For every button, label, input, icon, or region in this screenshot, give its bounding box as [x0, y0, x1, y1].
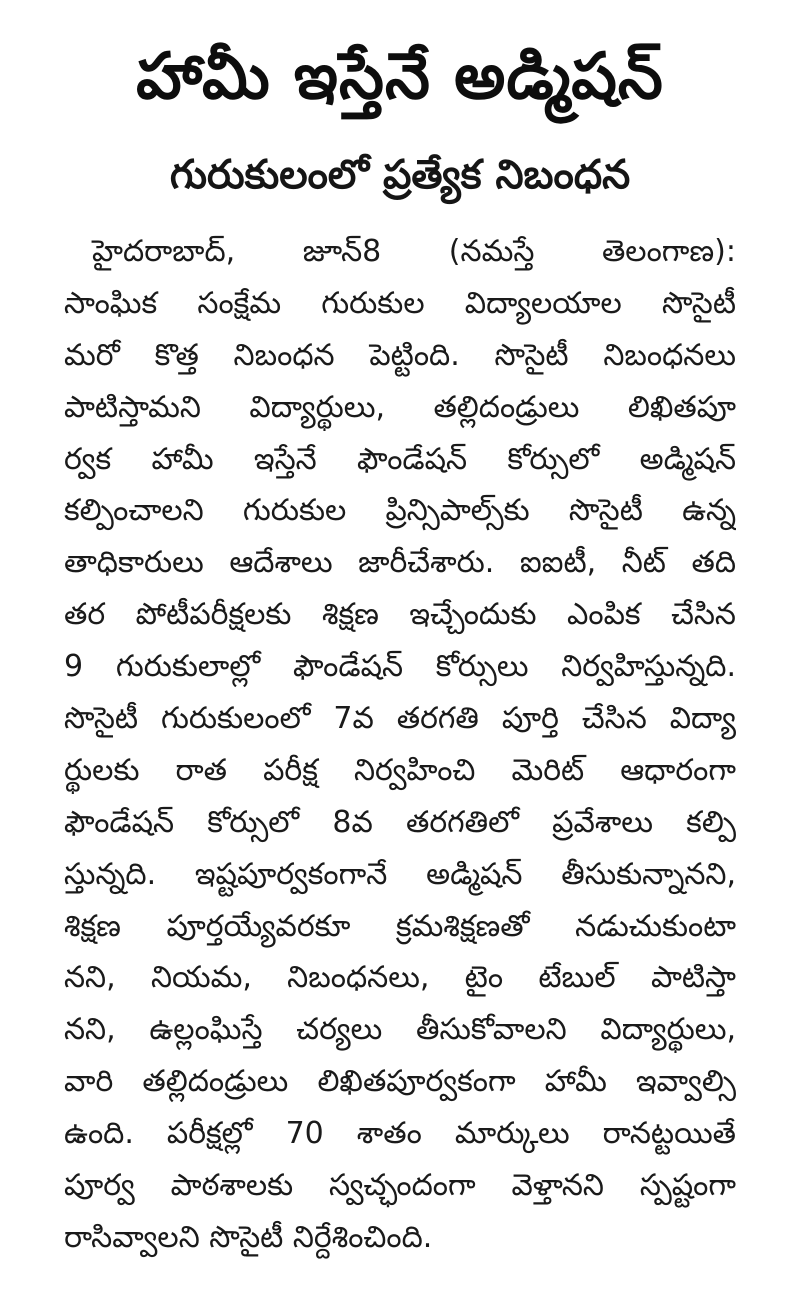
headline: హామీ ఇస్తేనే అడ్మిషన్: [136, 40, 664, 114]
body-line: రాసివ్వాలని సొసైటీ నిర్దేశించింది.: [64, 1219, 433, 1255]
subheadline: గురుకులంలో ప్రత్యేక నిబంధన: [169, 152, 631, 198]
body-line: పూర్వ పాఠశాలకు స్వచ్ఛందంగా వెళ్తానని స్పష్టంగా: [64, 1168, 736, 1204]
body-line: పాటిస్తామని విద్యార్థులు, తల్లిదండ్రులు లిఖితపూ: [64, 389, 736, 425]
body-line: ర్థులకు రాత పరీక్ష నిర్వహించి మెరిట్ ఆధారంగా: [64, 752, 736, 788]
body-line: వారి తల్లిదండ్రులు లిఖితపూర్వకంగా హామీ ఇవ్వాల్సి: [64, 1064, 736, 1100]
body-line: నని, నియమ, నిబంధనలు, టైం టేబుల్ పాటిస్తా: [64, 960, 736, 996]
body-line: ఉంది. పరీక్షల్లో 70 శాతం మార్కులు రానట్టయితే: [64, 1116, 736, 1152]
body-line: తాధికారులు ఆదేశాలు జారీచేశారు. ఐఐటీ, నీట్ తది: [64, 545, 736, 581]
body-line: 9 గురుకులాల్లో ఫౌండేషన్ కోర్సులు నిర్వహిస్తున్నది.: [64, 649, 736, 685]
body-line: తర పోటీపరీక్షలకు శిక్షణ ఇచ్చేందుకు ఎంపిక చేసిన: [64, 597, 736, 633]
body-line: స్తున్నది. ఇష్టపూర్వకంగానే అడ్మిషన్ తీసుకున్నానని,: [64, 856, 736, 892]
body-line: మరో కొత్త నిబంధన పెట్టింది. సొసైటీ నిబంధనలు: [64, 337, 736, 373]
body-line: సాంఘిక సంక్షేమ గురుకుల విద్యాలయాల సొసైటీ: [64, 285, 736, 321]
body-line: ఫౌండేషన్ కోర్సులో 8వ తరగతిలో ప్రవేశాలు కల్పి: [64, 804, 736, 840]
body-line: సొసైటీ గురుకులంలో 7వ తరగతి పూర్తి చేసిన విద్యా: [64, 701, 736, 737]
body-line: శిక్షణ పూర్తయ్యేవరకూ క్రమశిక్షణతో నడుచుకుంటా: [64, 908, 736, 944]
body-line: హైదరాబాద్, జూన్8 (నమస్తే తెలంగాణ):: [92, 234, 736, 269]
body-line: నని, ఉల్లంఘిస్తే చర్యలు తీసుకోవాలని విద్యార్థులు,: [64, 1012, 736, 1048]
body-line: ర్వక హామీ ఇస్తేనే ఫౌండేషన్ కోర్సులో అడ్మిషన్: [64, 441, 736, 477]
article-body: [64, 226, 736, 1264]
body-line: కల్పించాలని గురుకుల ప్రిన్సిపాల్స్‌కు సొసైటీ ఉన్న: [64, 493, 736, 529]
